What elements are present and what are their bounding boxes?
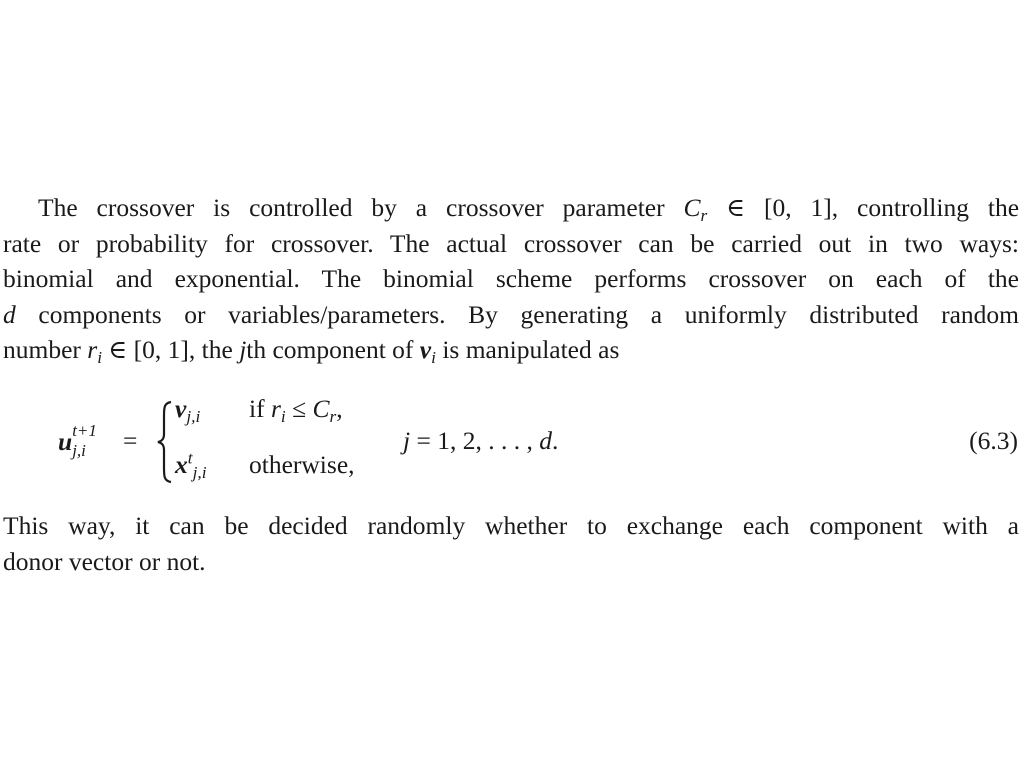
- text-line: d components or variables/parameters. By generating a uniformly distributed random: [3, 299, 1020, 329]
- text-line: This way, it can be decided randomly whether to exchange each component with a: [3, 511, 1019, 540]
- case1-value: $v_{j,i}$: [175, 394, 201, 427]
- case1-condition: if $r_i \le C_r$,: [249, 394, 343, 427]
- case2-value: $x^t_{j,i}$: [175, 448, 207, 483]
- text-line: The crossover is controlled by a crossover parameter $C_r$ ∈ [0, 1], controlling the: [38, 193, 1020, 226]
- text-line: binomial and exponential. The binomial scheme performs crossover on each of the: [3, 264, 1019, 293]
- index-range: j = 1, 2, . . . , d.: [403, 426, 559, 455]
- text-line: donor vector or not.: [3, 546, 206, 576]
- paragraph-intro: [3, 190, 1019, 368]
- case2-condition: otherwise,: [249, 450, 355, 479]
- text-line: number $r_i$ ∈ [0, 1], the jth component of $v_i$ is manipulated as: [3, 335, 620, 368]
- paragraph-conclusion: [3, 508, 1019, 579]
- left-brace-icon: [157, 400, 173, 484]
- equals-sign: =: [123, 426, 138, 455]
- equation-lhs: u t+1 j,i: [58, 421, 97, 460]
- equation-6-3: [0, 390, 1024, 494]
- text-line: rate or probability for crossover. The actual crossover can be carried out in two ways:: [3, 228, 1019, 258]
- equation-number: (6.3): [969, 426, 1018, 455]
